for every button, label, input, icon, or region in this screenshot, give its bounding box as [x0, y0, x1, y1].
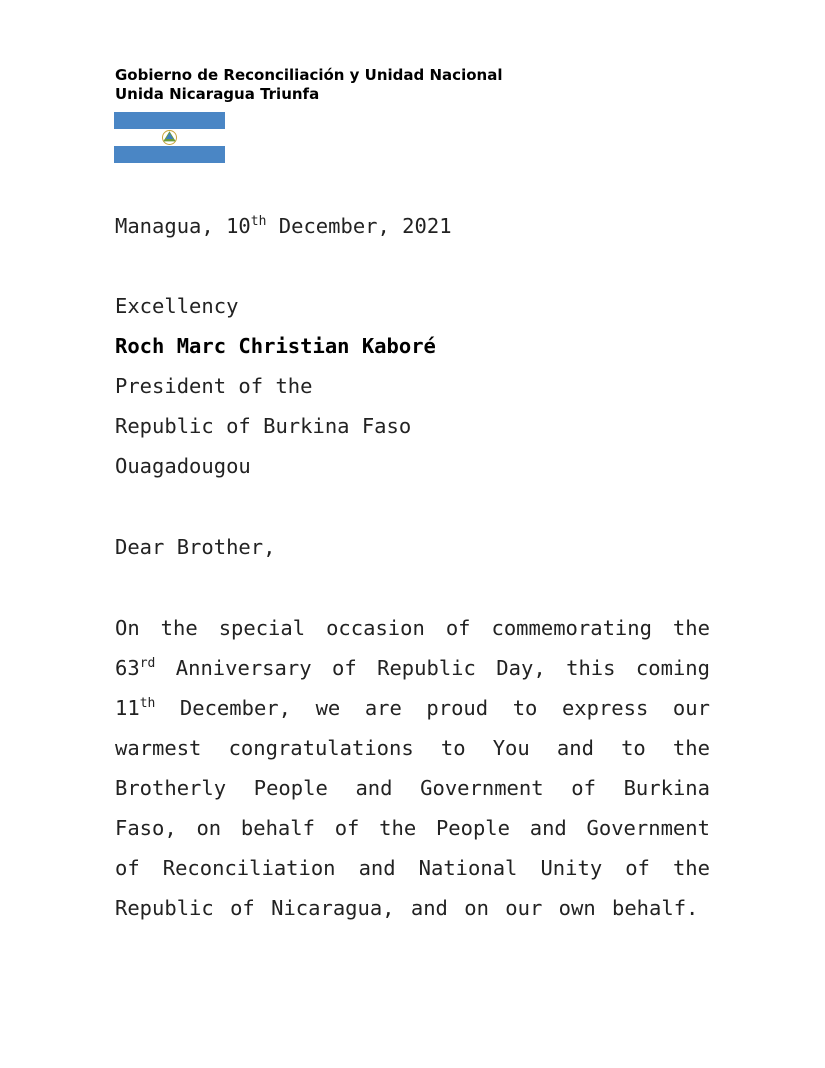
body-word: Reconciliation — [162, 856, 336, 880]
body-word: National — [418, 856, 518, 880]
body-word: of — [625, 856, 650, 880]
body-word: express — [561, 696, 649, 720]
body-word: occasion — [326, 616, 425, 640]
body-word: of — [571, 776, 596, 800]
body-line-8: Republic of Nicaragua, and on our own behalf. — [115, 896, 699, 920]
body-word: congratulations — [228, 736, 414, 760]
letter-body — [115, 614, 710, 934]
body-word: and — [355, 776, 393, 800]
body-word: of — [331, 656, 357, 680]
body-word: warmest — [115, 736, 202, 760]
body-word: Faso, — [115, 816, 177, 840]
body-line-2 — [115, 654, 710, 694]
body-word: to — [440, 736, 466, 760]
recipient-position-line2: Republic of Burkina Faso — [115, 414, 412, 438]
body-word: Brotherly — [115, 776, 227, 800]
body-word: to — [621, 736, 646, 760]
letterhead-government-name: Gobierno de Reconciliación y Unidad Nacional — [115, 66, 503, 84]
body-word: coming — [635, 656, 710, 680]
body-word: the — [379, 816, 417, 840]
body-word: Burkina — [623, 776, 710, 800]
body-word: Unity — [540, 856, 603, 880]
body-line-7 — [115, 854, 710, 894]
body-word: You — [492, 736, 530, 760]
body-word: Day, — [496, 656, 546, 680]
body-word: to — [512, 696, 538, 720]
body-word: Government — [586, 816, 710, 840]
body-word: on — [196, 816, 222, 840]
body-word: of — [334, 816, 360, 840]
body-ordinal: 11th — [115, 696, 156, 720]
recipient-name: Roch Marc Christian Kaboré — [115, 334, 436, 358]
body-word: we — [315, 696, 341, 720]
body-line-4 — [115, 734, 710, 774]
body-word: behalf — [240, 816, 315, 840]
body-word: the — [672, 616, 710, 640]
body-word: this — [566, 656, 616, 680]
body-word: Anniversary — [175, 656, 312, 680]
body-word: December, — [179, 696, 291, 720]
body-word: and — [358, 856, 396, 880]
body-word: special — [218, 616, 306, 640]
body-word: our — [672, 696, 710, 720]
body-word: the — [672, 856, 710, 880]
body-word: On — [115, 616, 140, 640]
body-line-1 — [115, 614, 710, 654]
recipient-city: Ouagadougou — [115, 454, 251, 478]
letter-greeting: Dear Brother, — [115, 535, 276, 559]
body-word: proud — [426, 696, 489, 720]
letterhead — [115, 66, 502, 104]
recipient-position-line1: President of the — [115, 374, 313, 398]
body-word: Government — [420, 776, 544, 800]
body-word: of — [115, 856, 140, 880]
nicaragua-flag-icon — [114, 112, 225, 163]
body-line-3 — [115, 694, 710, 734]
body-line-5 — [115, 774, 710, 814]
body-word: commemorating — [491, 616, 652, 640]
body-word: the — [672, 736, 710, 760]
body-word: are — [364, 696, 402, 720]
body-word: and — [529, 816, 567, 840]
body-word: the — [160, 616, 198, 640]
body-word: People — [253, 776, 328, 800]
body-line-6 — [115, 814, 710, 854]
body-word: Republic — [377, 656, 476, 680]
recipient-salutation-title: Excellency — [115, 294, 239, 318]
body-word: and — [556, 736, 594, 760]
body-word: of — [445, 616, 471, 640]
letter-date: Managua, 10th December, 2021 — [115, 214, 452, 238]
body-ordinal: 63rd — [115, 656, 156, 680]
body-word: People — [435, 816, 510, 840]
letterhead-slogan: Unida Nicaragua Triunfa — [115, 85, 320, 103]
